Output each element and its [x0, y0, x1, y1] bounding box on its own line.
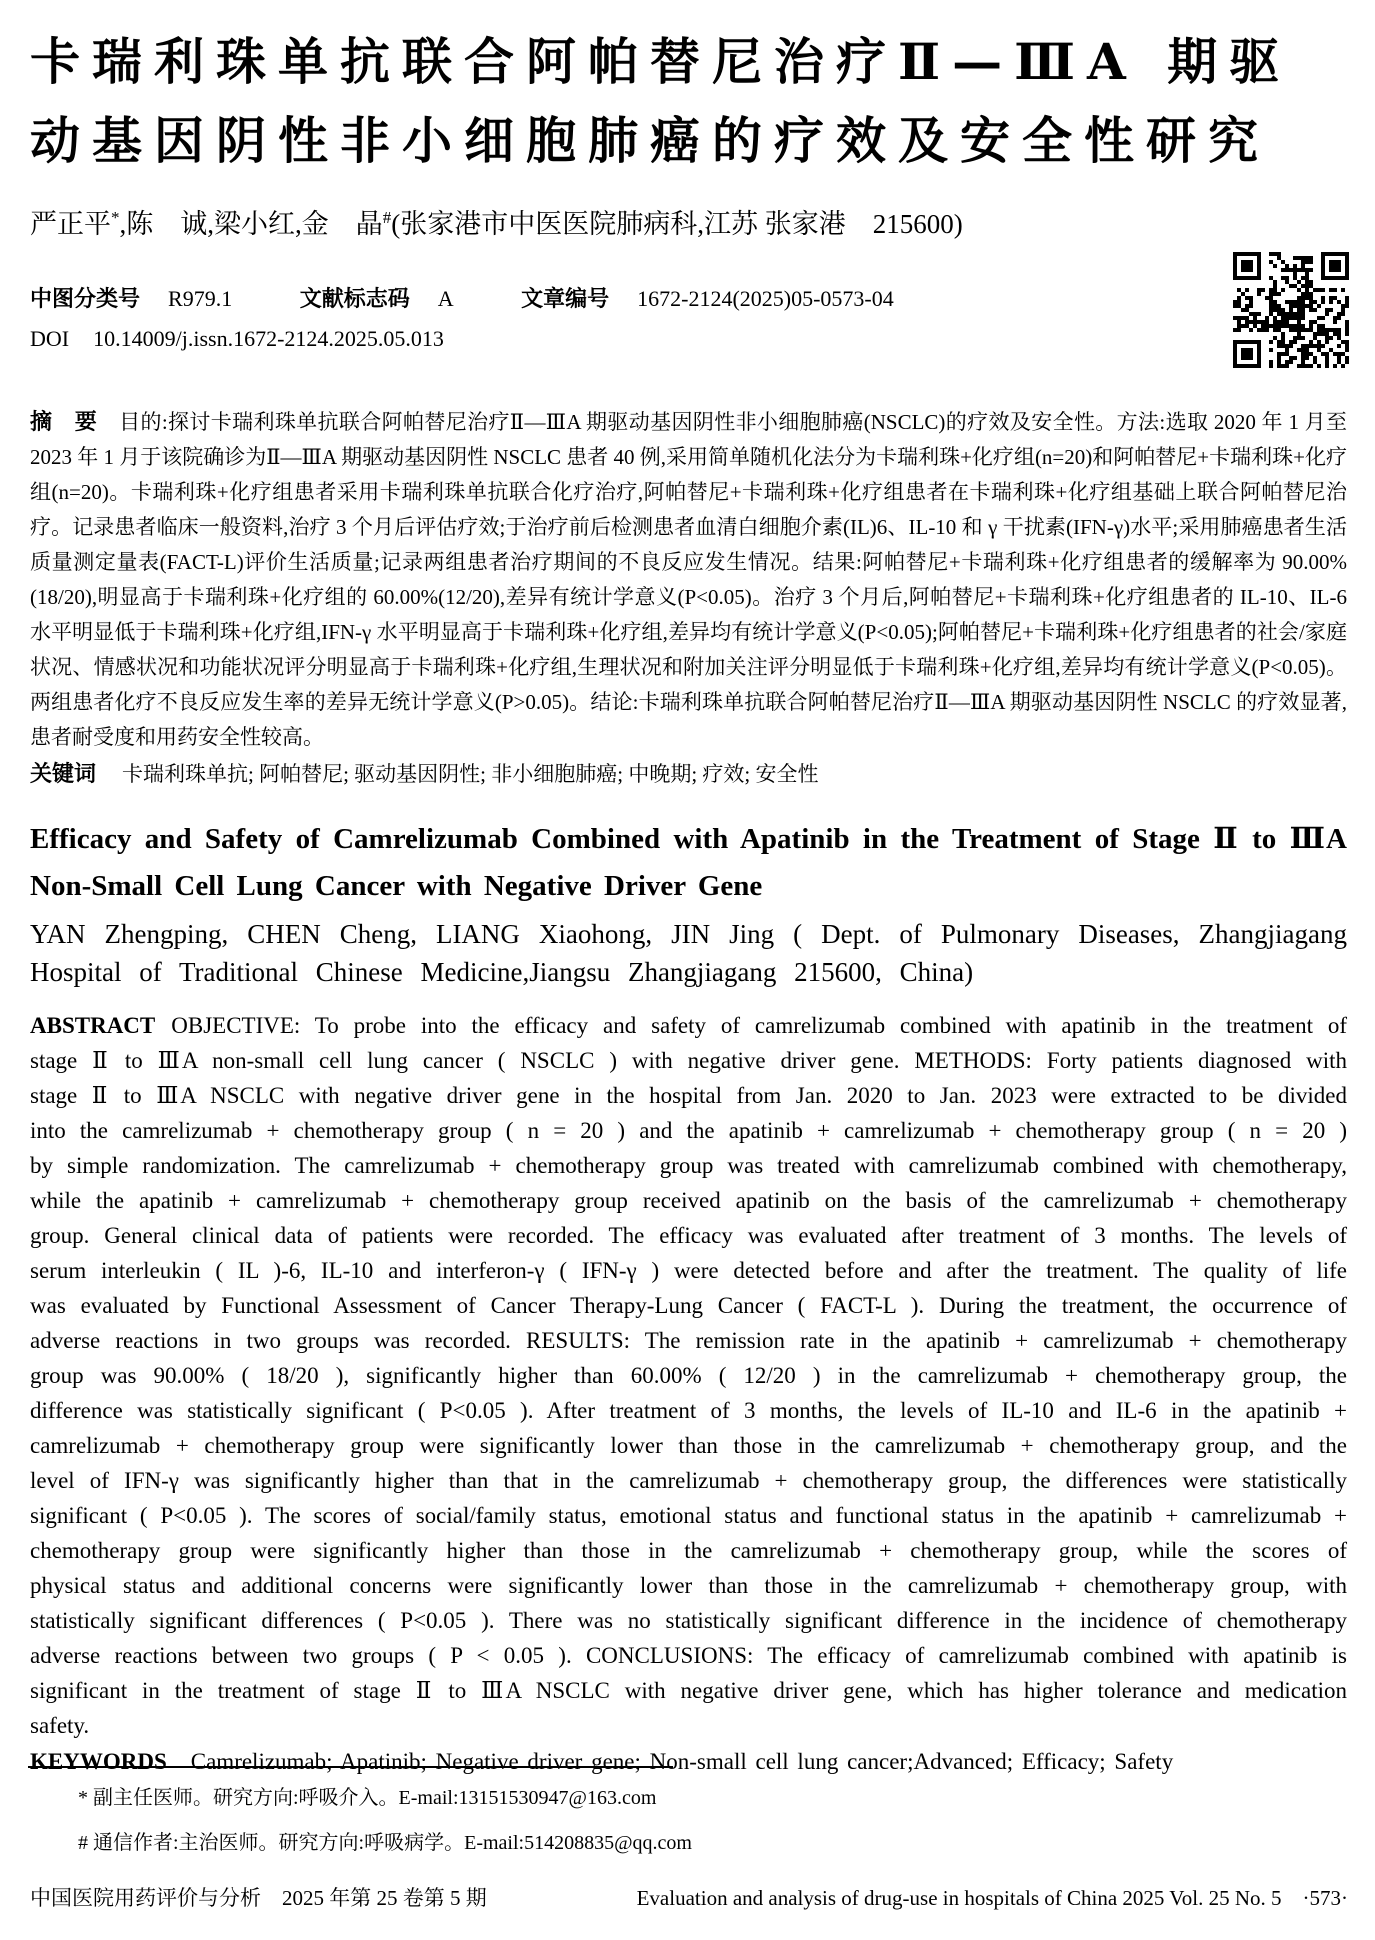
keywords-zh-label: 关键词 — [30, 761, 97, 786]
affiliation-zh: (张家港市中医医院肺病科,江苏 张家港 215600) — [391, 209, 963, 239]
article-number-value: 1672-2124(2025)05-0573-04 — [637, 286, 894, 311]
qr-code — [1233, 252, 1349, 368]
footnote-rule — [28, 1766, 673, 1768]
author-name-first: 严正平 — [30, 209, 111, 239]
footnote-block — [28, 1766, 1347, 1872]
keywords-en-label: KEYWORDS — [30, 1749, 167, 1774]
clc-value: R979.1 — [168, 286, 233, 311]
clc-number — [30, 286, 232, 311]
doi-label: DOI — [30, 326, 70, 351]
clc-label: 中图分类号 — [30, 286, 141, 311]
article-title-zh: 卡瑞利珠单抗联合阿帕替尼治疗Ⅱ—ⅢA 期驱动基因阴性非小细胞肺癌的疗效及安全性研究 — [30, 32, 1292, 170]
abstract-en-label: ABSTRACT — [30, 1013, 156, 1038]
footer-journal-en-page: Evaluation and analysis of drug-use in hospitals of China 2025 Vol. 25 No. 5 ·573· — [636, 1886, 1348, 1910]
article-number — [521, 286, 894, 311]
qr-code-image — [1233, 252, 1349, 368]
doi-row — [30, 324, 1347, 354]
doi-value: 10.14009/j.issn.1672-2124.2025.05.013 — [93, 326, 444, 351]
document-code-value: A — [437, 286, 454, 311]
authors-zh — [30, 206, 1347, 242]
footnote-corresponding-2: # 通信作者:主治医师。研究方向:呼吸病学。E-mail:514208835@qq.com — [78, 1832, 692, 1854]
author-footnote-marker-hash: # — [382, 208, 392, 227]
authors-en: YAN Zhengping, CHEN Cheng, LIANG Xiaohong, JIN Jing ( Dept. of Pulmonary Diseases, Zhangjiagang Hospital of Traditional Chinese Medicine,Jiangsu Zhangjiagang 215600, China) — [30, 919, 1347, 987]
author-footnote-marker-asterisk: * — [111, 208, 120, 227]
footer-journal-zh: 中国医院用药评价与分析 2025 年第 25 卷第 5 期 — [30, 1886, 487, 1910]
document-code-label: 文献标志码 — [299, 286, 410, 311]
meta-row — [30, 284, 1347, 314]
keywords-zh-text: 卡瑞利珠单抗; 阿帕替尼; 驱动基因阴性; 非小细胞肺癌; 中晚期; 疗效; 安全性 — [122, 762, 819, 786]
abstract-zh — [30, 404, 1347, 755]
footnote-corresponding-1: * 副主任医师。研究方向:呼吸介入。E-mail:13151530947@163.com — [78, 1787, 657, 1809]
article-title-en: Efficacy and Safety of Camrelizumab Combined with Apatinib in the Treatment of Stage Ⅱ to ⅢA Non-Small Cell Lung Cancer with Negative Driver Gene — [30, 823, 1347, 902]
document-code — [300, 286, 454, 311]
author-names-rest: ,陈 诚,梁小红,金 晶 — [119, 209, 383, 239]
abstract-zh-label: 摘 要 — [30, 409, 98, 434]
article-number-label: 文章编号 — [521, 286, 610, 311]
keywords-en-text: Camrelizumab; Apatinib; Negative driver gene; Non-small cell lung cancer;Advanced; Efficacy; Safety — [190, 1749, 1174, 1774]
abstract-en — [30, 1008, 1347, 1743]
abstract-en-text: OBJECTIVE: To probe into the efficacy and safety of camrelizumab combined with apatinib in the treatment of stage Ⅱ to ⅢA non-small cell lung cancer ( NSCLC ) with negative driver gene. METHODS: Forty patients diagnosed with stage Ⅱ to ⅢA NSCLC with negative driver gene in the hospital from Jan. 2020 to Jan. 2023 were extracted to be divided into the camrelizumab + chemotherapy group ( n = 20 ) and the apatinib + camrelizumab + chemotherapy group ( n = 20 ) by simple randomization. The camrelizumab + chemotherapy group was treated with camrelizumab combined with chemotherapy, while the apatinib + camrelizumab + chemotherapy group received apatinib on the basis of the camrelizumab + chemotherapy group. General clinical data of patients were recorded. The efficacy was evaluated after treatment of 3 months. The levels of serum interleukin ( IL )-6, IL-10 and interferon-γ ( IFN-γ ) were detected before and after the treatment. The quality of life was evaluated by Functional Assessment of Cancer Therapy-Lung Cancer ( FACT-L ). During the treatment, the occurrence of adverse reactions in two groups was recorded. RESULTS: The remission rate in the apatinib + camrelizumab + chemotherapy group was 90.00% ( 18/20 ), significantly higher than 60.00% ( 12/20 ) in the camrelizumab + chemotherapy group, the difference was statistically significant ( P<0.05 ). After treatment of 3 months, the levels of IL-10 and IL-6 in the apatinib + camrelizumab + chemotherapy group were significantly lower than those in the camrelizumab + chemotherapy group, and the level of IFN-γ was significantly higher than that in the camrelizumab + chemotherapy group, the differences were statistically significant ( P<0.05 ). The scores of social/family status, emotional status and functional status in the apatinib + camrelizumab + chemotherapy group were significantly higher than those in the camrelizumab + chemotherapy group, while the scores of physical status and additional concerns were significantly lower than those in the camrelizumab + chemotherapy group, with statistically significant differences ( P<0.05 ). There was no statistically significant difference in the incidence of chemotherapy adverse reactions between two groups ( P < 0.05 ). CONCLUSIONS: The efficacy of camrelizumab combined with apatinib is significant in the treatment of stage Ⅱ to ⅢA NSCLC with negative driver gene, which has higher tolerance and medication safety. — [30, 1013, 1347, 1738]
abstract-zh-text: 目的:探讨卡瑞利珠单抗联合阿帕替尼治疗Ⅱ—ⅢA 期驱动基因阴性非小细胞肺癌(NSCLC)的疗效及安全性。方法:选取 2020 年 1 月至 2023 年 1 月于该院确诊为Ⅱ—ⅢA 期驱动基因阴性 NSCLC 患者 40 例,采用简单随机化法分为卡瑞利珠+化疗组(n=20)和阿帕替尼+卡瑞利珠+化疗组(n=20)。卡瑞利珠+化疗组患者采用卡瑞利珠单抗联合化疗治疗,阿帕替尼+卡瑞利珠+化疗组患者在卡瑞利珠+化疗组基础上联合阿帕替尼治疗。记录患者临床一般资料,治疗 3 个月后评估疗效;于治疗前后检测患者血清白细胞介素(IL)6、IL-10 和 γ 干扰素(IFN-γ)水平;采用肺癌患者生活质量测定量表(FACT-L)评价生活质量;记录两组患者治疗期间的不良反应发生情况。结果:阿帕替尼+卡瑞利珠+化疗组患者的缓解率为 90.00%(18/20),明显高于卡瑞利珠+化疗组的 60.00%(12/20),差异有统计学意义(P<0.05)。治疗 3 个月后,阿帕替尼+卡瑞利珠+化疗组患者的 IL-10、IL-6 水平明显低于卡瑞利珠+化疗组,IFN-γ 水平明显高于卡瑞利珠+化疗组,差异均有统计学意义(P<0.05);阿帕替尼+卡瑞利珠+化疗组患者的社会/家庭状况、情感状况和功能状况评分明显高于卡瑞利珠+化疗组,生理状况和附加关注评分明显低于卡瑞利珠+化疗组,差异均有统计学意义(P<0.05)。两组患者化疗不良反应发生率的差异无统计学意义(P>0.05)。结论:卡瑞利珠单抗联合阿帕替尼治疗Ⅱ—ⅢA 期驱动基因阴性 NSCLC 的疗效显著,患者耐受度和用药安全性较高。 — [30, 410, 1347, 749]
keywords-zh — [30, 756, 1347, 792]
page-footer — [30, 1884, 1348, 1912]
